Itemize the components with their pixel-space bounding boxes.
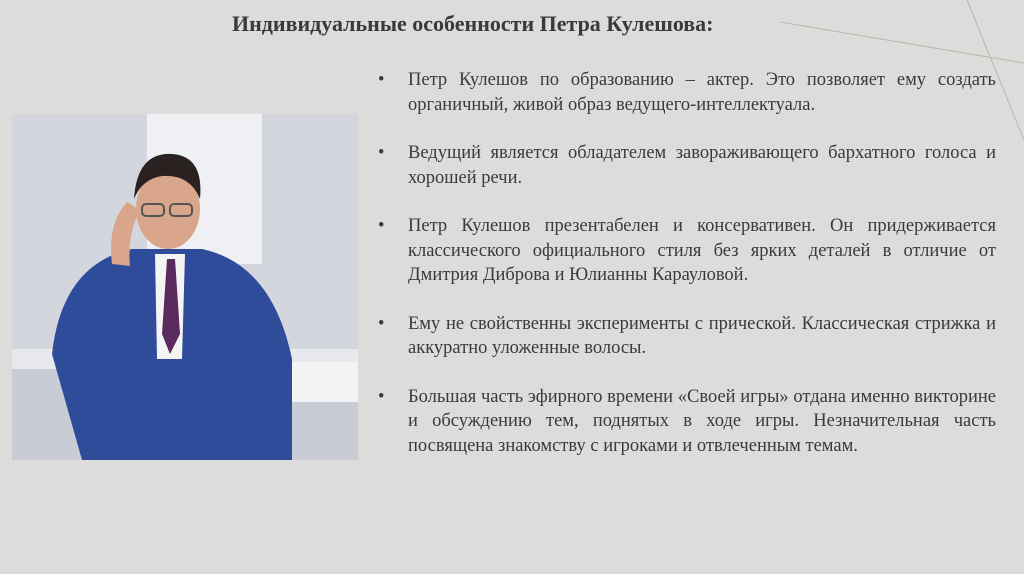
slide-title: Индивидуальные особенности Петра Кулешова:: [232, 11, 714, 36]
bullet-item: • Ему не свойственны эксперименты с прической. Классическая стрижка и аккуратно уложенные волосы.: [378, 312, 996, 361]
bullet-list: [378, 68, 996, 482]
bullet-item: • Ведущий является обладателем завораживающего бархатного голоса и хорошей речи.: [378, 141, 996, 190]
bullet-item: • Петр Кулешов по образованию – актер. Это позволяет ему создать органичный, живой образ ведущего-интеллектуала.: [378, 68, 996, 117]
bullet-item: • Петр Кулешов презентабелен и консервативен. Он придерживается классического официального стиля без ярких деталей в отличие от Дмитрия Диброва и Юлианны Карауловой.: [378, 214, 996, 288]
host-photo: [12, 114, 358, 460]
bullet-item: • Большая часть эфирного времени «Своей игры» отдана именно викторине и обсуждению тем, поднятых в ходе игры. Незначительная часть посвящена знакомству с игроками и отвлеченным темам.: [378, 385, 996, 459]
